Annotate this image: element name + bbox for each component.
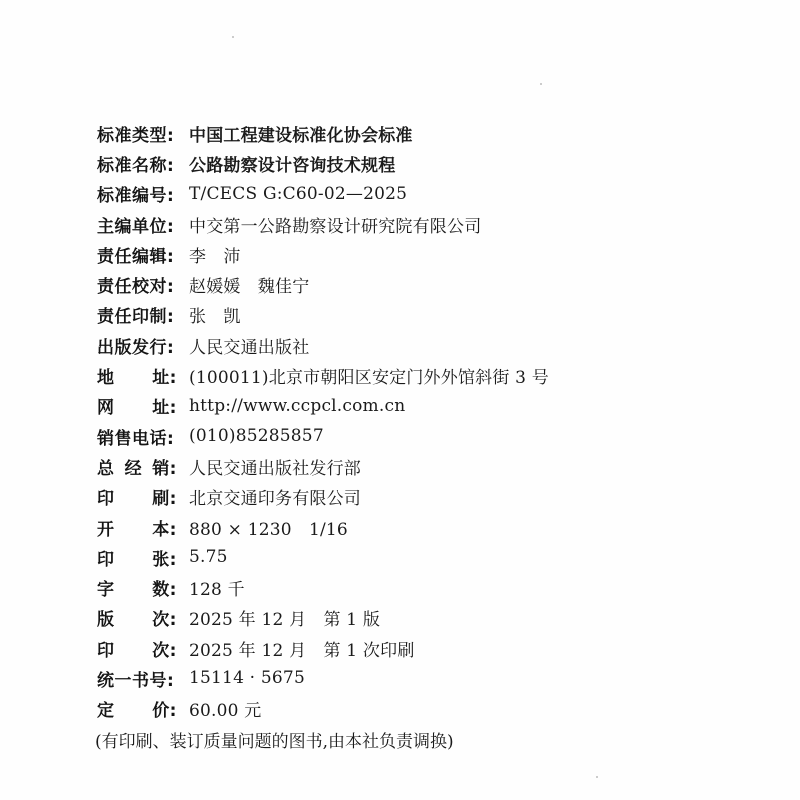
record-label: 标准类型: — [97, 125, 175, 146]
record-value: 人民交通出版社发行部 — [189, 458, 361, 479]
record-label: 主编单位: — [97, 216, 175, 237]
record-row-standard-type — [97, 118, 697, 148]
record-row-sales-phone — [97, 421, 697, 451]
record-value: 中交第一公路勘察设计研究院有限公司 — [189, 216, 482, 237]
record-row-responsible-editor — [97, 239, 697, 269]
record-value: 北京交通印务有限公司 — [189, 489, 361, 510]
record-label: 总 经 销: — [97, 458, 177, 479]
record-label: 责任印制: — [97, 307, 175, 328]
paper-speck — [596, 776, 598, 778]
record-value: http://www.ccpcl.com.cn — [189, 395, 406, 416]
record-label: 印 刷: — [97, 489, 177, 510]
quality-note: (有印刷、装订质量问题的图书,由本社负责调换) — [95, 731, 454, 752]
record-row-printed-sheets — [97, 542, 697, 572]
record-value: 5.75 — [189, 547, 228, 568]
record-label: 定 价: — [97, 701, 177, 722]
record-value: 60.00 元 — [189, 701, 262, 722]
record-label: 印 张: — [97, 549, 177, 570]
record-row-format — [97, 512, 697, 542]
record-label: 版 次: — [97, 610, 177, 631]
record-row-standard-name — [97, 148, 697, 178]
record-value: (010)85285857 — [189, 426, 324, 447]
record-label: 印 次: — [97, 640, 177, 661]
paper-speck — [540, 83, 542, 85]
record-value: 128 千 — [189, 580, 245, 601]
record-value: 2025 年 12 月 第 1 次印刷 — [189, 640, 415, 661]
record-value: 张 凯 — [189, 307, 241, 328]
record-label: 销售电话: — [97, 428, 175, 449]
record-label: 责任编辑: — [97, 246, 175, 267]
record-label: 统一书号: — [97, 670, 175, 691]
publication-record — [97, 118, 697, 754]
record-row-chief-editor-unit — [97, 209, 697, 239]
record-row-print-supervisor — [97, 300, 697, 330]
record-row-standard-number — [97, 179, 697, 209]
record-row-printing — [97, 633, 697, 663]
record-row-publisher — [97, 330, 697, 360]
record-row-website — [97, 391, 697, 421]
record-row-edition — [97, 603, 697, 633]
record-label: 责任校对: — [97, 277, 175, 298]
record-label: 网 址: — [97, 398, 177, 419]
record-row-price — [97, 694, 697, 724]
record-row-distributor — [97, 451, 697, 481]
record-value: 2025 年 12 月 第 1 版 — [189, 610, 381, 631]
record-label: 标准名称: — [97, 155, 175, 176]
record-label: 标准编号: — [97, 186, 175, 207]
record-label: 开 本: — [97, 519, 177, 540]
record-row-book-number — [97, 663, 697, 693]
record-row-address — [97, 360, 697, 390]
record-value: T/CECS G:C60-02—2025 — [189, 183, 408, 204]
record-label: 地 址: — [97, 368, 177, 389]
record-value: (100011)北京市朝阳区安定门外外馆斜街 3 号 — [189, 368, 549, 389]
record-value: 中国工程建设标准化协会标准 — [189, 125, 413, 146]
record-value: 15114 · 5675 — [189, 668, 305, 689]
record-row-word-count — [97, 572, 697, 602]
record-label: 字 数: — [97, 580, 177, 601]
record-row-proofreader — [97, 269, 697, 299]
record-value: 880 × 1230 1/16 — [189, 519, 348, 540]
record-label: 出版发行: — [97, 337, 175, 358]
record-value: 人民交通出版社 — [189, 337, 310, 358]
record-value: 赵媛媛 魏佳宁 — [189, 277, 310, 298]
record-value: 李 沛 — [189, 246, 241, 267]
record-value: 公路勘察设计咨询技术规程 — [189, 155, 396, 176]
record-row-printer — [97, 482, 697, 512]
paper-speck — [232, 36, 234, 38]
